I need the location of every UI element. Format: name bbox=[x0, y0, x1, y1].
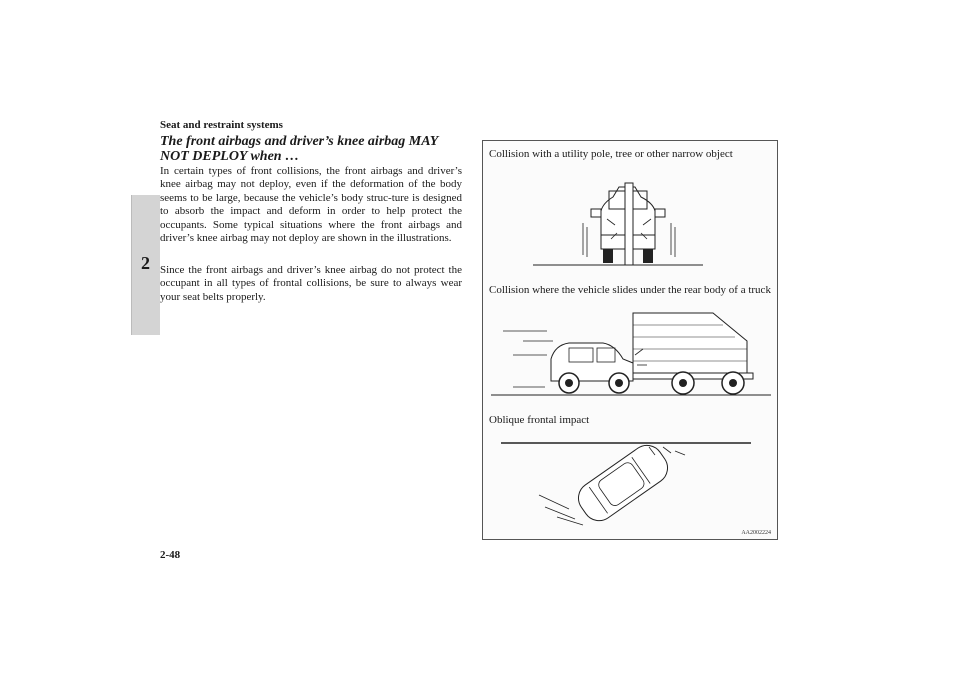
car-under-truck-icon bbox=[483, 311, 779, 401]
chapter-tab bbox=[131, 195, 160, 335]
illustration-figure bbox=[482, 140, 778, 540]
car-hitting-pole-icon bbox=[483, 177, 779, 277]
oblique-impact-icon bbox=[483, 433, 779, 528]
body-paragraph-2: Since the front airbags and driver’s knee airbag do not protect the occupant in all types of frontal collisions, be sure to always wear your seat belts properly. bbox=[160, 264, 462, 303]
chapter-number: 2 bbox=[141, 253, 150, 273]
caption-truck-underride: Collision where the vehicle slides under the rear body of a truck bbox=[489, 284, 771, 296]
caption-narrow-object: Collision with a utility pole, tree or other narrow object bbox=[489, 148, 733, 160]
page-number: 2-48 bbox=[160, 549, 181, 561]
page-header: Seat and restraint systems bbox=[160, 119, 283, 131]
caption-oblique-impact: Oblique frontal impact bbox=[489, 414, 590, 426]
section-title: The front airbags and driver’s knee airbag MAY NOT DEPLOY when … bbox=[160, 134, 438, 164]
body-paragraph-1: In certain types of front collisions, the front airbags and driver’s knee airbag may not deploy, even if the deformation of the body seems to be large, because the vehicle’s body struc-ture is designed to absorb the impact and deform in order to help protect the occupants. Some typical situations where the front airbags and driver’s knee airbag may not deploy are shown in the illustrations. bbox=[160, 165, 462, 245]
figure-code: AA2002224 bbox=[741, 530, 771, 536]
